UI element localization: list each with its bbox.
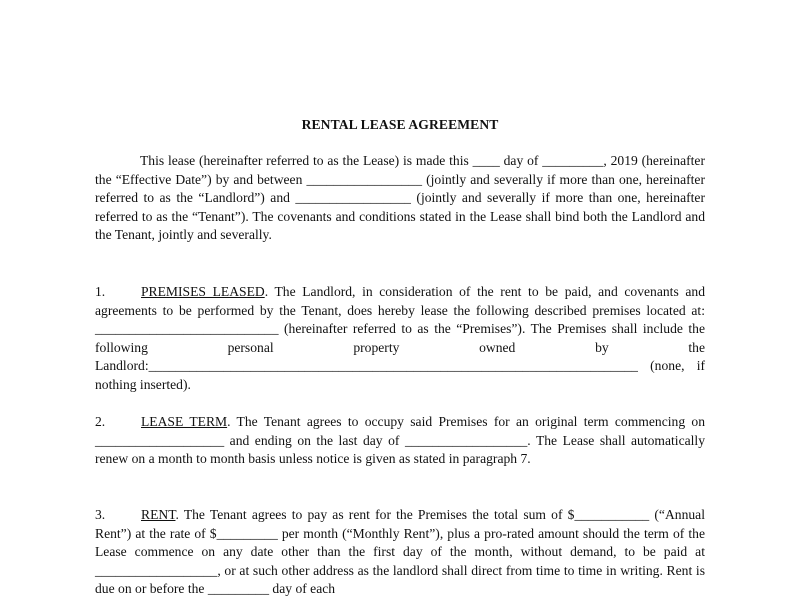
section-heading: LEASE TERM [141,414,228,429]
document-title: RENTAL LEASE AGREEMENT [301,117,499,132]
section-heading: PREMISES LEASED [141,284,265,299]
section-number: 2. [95,414,106,429]
section-body: . The Tenant agrees to pay as rent for the Premises the total sum of $___________ (“Annual Rent”) at the rate of $_________ per month (“Monthly Rent”), plus a pro-rated amount should the term of the Lease commence on any date other than the first day of the month, without demand, to be paid at __________________, or at such other address as the landlord shall direct from time to time in writing. Rent is due on or before the _________ day of each [95,507,705,597]
section-lease-term [95,413,705,469]
section-body: . The Tenant agrees to occupy said Premises for an original term commencing on ___________________ and ending on the last day of __________________. The Lease shall automatically renew on a month to month basis unless notice is given as stated in paragraph 7. [95,414,706,467]
section-body: . The Landlord, in consideration of the rent to be paid, and covenants and agreements to be performed by the Tenant, does hereby lease the following described premises located at: ___________________________ (hereinafter referred to as the “Premises”). The Premises shall include the following personal property owned by the Landlord:________________________________________________________________________ (none, if nothing inserted). [95,284,705,392]
section-number: 3. [95,507,106,522]
section-heading: RENT [141,507,176,522]
section-number: 1. [95,284,106,299]
section-rent [95,506,705,599]
section-premises-leased [95,283,705,395]
intro-paragraph: This lease (hereinafter referred to as the Lease) is made this ____ day of _________, 2019 (hereinafter the “Effective Date”) by and between _________________ (jointly and severally if more than one, hereinafter referred to as the “Landlord”) and _________________ (jointly and severally if more than one, hereinafter referred to as the “Tenant”). The covenants and conditions stated in the Lease shall bind both the Landlord and the Tenant, jointly and severally. [95,153,705,243]
